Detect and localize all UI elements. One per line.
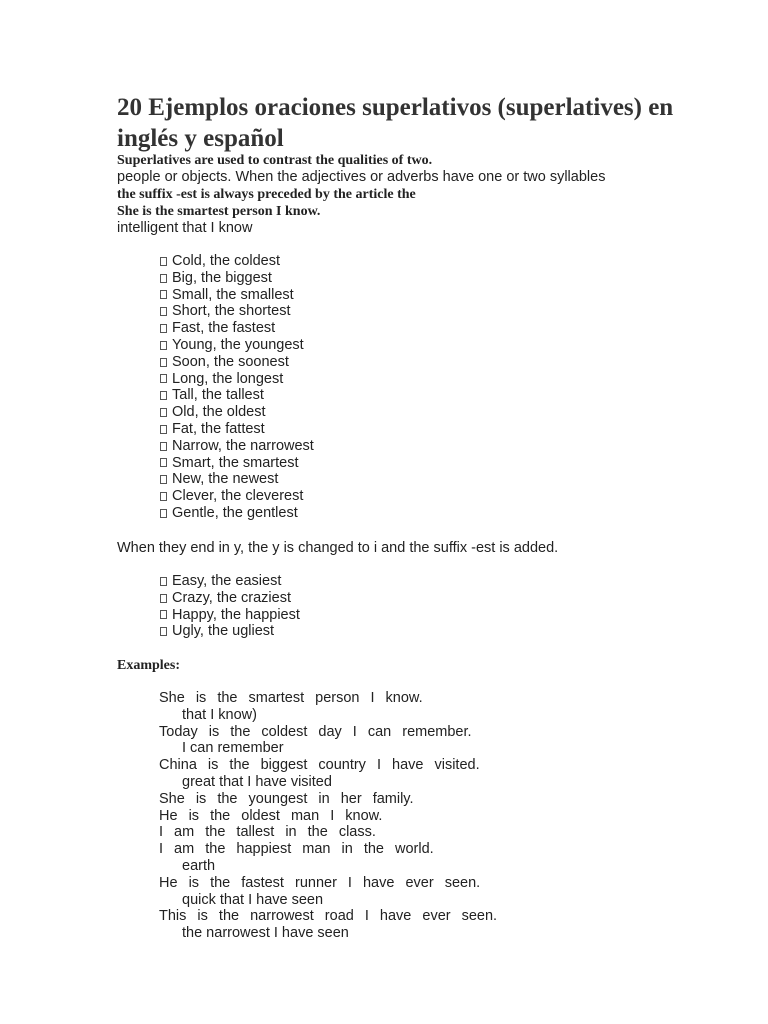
list-item-text: Big, the biggest — [172, 269, 272, 286]
bullet-box-icon — [160, 594, 167, 603]
list-item-text: Soon, the soonest — [172, 353, 289, 370]
list-item-text: Happy, the happiest — [172, 606, 300, 623]
list-item-text: Ugly, the ugliest — [172, 623, 275, 640]
intro-line-5: intelligent that I know — [117, 220, 253, 236]
list-item — [160, 287, 314, 304]
bullet-box-icon — [160, 257, 167, 266]
list-item-text: Cold, the coldest — [172, 253, 281, 269]
example-sentence: He is the fastest runner I have ever seen. — [159, 874, 481, 891]
list-item — [160, 488, 314, 505]
example-sentence: China is the biggest country I have visited. — [159, 757, 480, 774]
example-sentence: I am the happiest man in the world. — [159, 841, 434, 858]
list-item — [160, 337, 314, 354]
list-item-text: Short, the shortest — [172, 303, 291, 320]
list-item — [160, 623, 300, 640]
intro-line-4: She is the smartest person I know. — [117, 204, 321, 219]
list-item-text: Smart, the smartest — [172, 454, 299, 471]
example-translation-fragment: quick that I have seen — [182, 891, 324, 908]
bullet-box-icon — [160, 425, 167, 434]
examples-heading: Examples: — [117, 658, 180, 673]
bullet-box-icon — [160, 458, 167, 467]
y-superlatives-list — [160, 573, 300, 640]
list-item — [160, 371, 314, 388]
rule-y-text: When they end in y, the y is changed to i and the suffix -est is added. — [117, 540, 559, 556]
list-item-text: Tall, the tallest — [172, 387, 264, 404]
intro-line-1: Superlatives are used to contrast the qualities of two. — [117, 153, 433, 168]
superlatives-list — [160, 253, 314, 522]
list-item-text: Crazy, the craziest — [172, 589, 291, 606]
bullet-box-icon — [160, 391, 167, 400]
example-sentence: This is the narrowest road I have ever seen. — [159, 908, 498, 925]
example-translation-fragment: the narrowest I have seen — [182, 925, 349, 942]
list-item — [160, 471, 314, 488]
list-item-text: Fast, the fastest — [172, 320, 276, 337]
list-item — [160, 455, 314, 472]
list-item — [160, 303, 314, 320]
list-item — [160, 421, 314, 438]
example-sentence: I am the tallest in the class. — [159, 824, 376, 841]
list-item — [160, 253, 314, 270]
list-item-text: Easy, the easiest — [172, 573, 282, 589]
intro-line-2: people or objects. When the adjectives or adverbs have one or two syllables — [117, 169, 606, 185]
bullet-box-icon — [160, 341, 167, 350]
list-item — [160, 270, 314, 287]
example-sentence: He is the oldest man I know. — [159, 807, 383, 824]
list-item-text: New, the newest — [172, 471, 279, 488]
bullet-box-icon — [160, 492, 167, 501]
bullet-box-icon — [160, 358, 167, 367]
list-item-text: Clever, the cleverest — [172, 488, 304, 505]
list-item — [160, 354, 314, 371]
bullet-box-icon — [160, 509, 167, 518]
bullet-box-icon — [160, 274, 167, 283]
example-translation-fragment: I can remember — [182, 740, 284, 757]
intro-line-3: the suffix -est is always preceded by the article the — [117, 187, 416, 202]
list-item — [160, 505, 314, 522]
list-item — [160, 438, 314, 455]
example-sentence: She is the smartest person I know. — [159, 690, 423, 706]
list-item — [160, 387, 314, 404]
list-item — [160, 607, 300, 624]
list-item-text: Small, the smallest — [172, 286, 294, 303]
example-translation-fragment: that I know) — [182, 706, 257, 723]
list-item-text: Narrow, the narrowest — [172, 437, 314, 454]
list-item — [160, 590, 300, 607]
example-sentence: She is the youngest in her family. — [159, 790, 414, 807]
list-item — [160, 320, 314, 337]
bullet-box-icon — [160, 324, 167, 333]
list-item-text: Long, the longest — [172, 370, 284, 387]
bullet-box-icon — [160, 290, 167, 299]
bullet-box-icon — [160, 610, 167, 619]
bullet-box-icon — [160, 442, 167, 451]
bullet-box-icon — [160, 408, 167, 417]
list-item-text: Young, the youngest — [172, 336, 304, 353]
page-title: 20 Ejemplos oraciones superlativos (superlatives) en inglés y español — [117, 94, 674, 152]
example-translation-fragment: great that I have visited — [182, 773, 332, 790]
list-item-text: Old, the oldest — [172, 404, 266, 421]
examples-list — [159, 690, 497, 942]
bullet-box-icon — [160, 374, 167, 383]
example-sentence: Today is the coldest day I can remember. — [159, 723, 472, 740]
bullet-box-icon — [160, 475, 167, 484]
bullet-box-icon — [160, 307, 167, 316]
list-item — [160, 404, 314, 421]
list-item — [160, 573, 300, 590]
list-item-text: Gentle, the gentlest — [172, 504, 298, 521]
bullet-box-icon — [160, 577, 167, 586]
bullet-box-icon — [160, 627, 167, 636]
list-item-text: Fat, the fattest — [172, 420, 265, 437]
example-translation-fragment: earth — [182, 857, 216, 874]
